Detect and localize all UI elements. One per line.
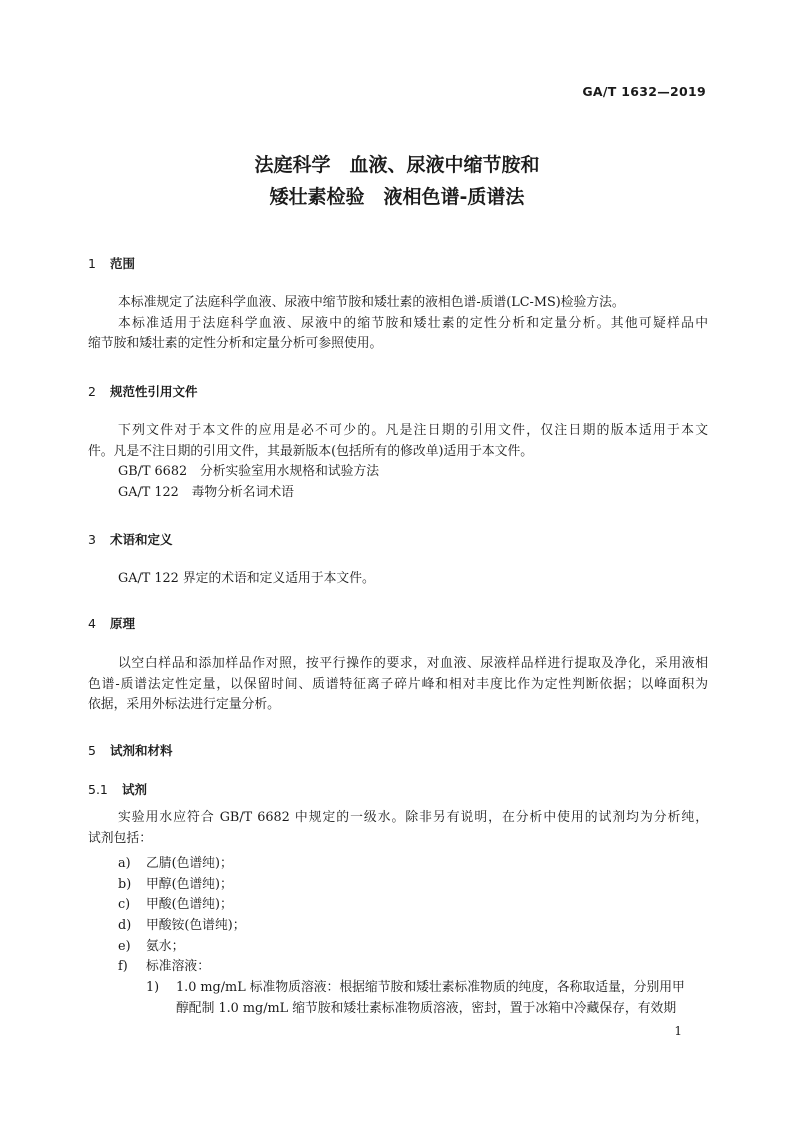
document-code: GA/T 1632—2019 [582,84,706,99]
section-5-heading [88,741,173,759]
list-marker: b) [118,877,132,892]
normative-reference: GB/T 6682 分析实验室用水规格和试验方法 [118,464,380,479]
paragraph-line: 实验用水应符合 GB/T 6682 中规定的一级水。除非另有说明，在分析中使用的试剂均为分析纯， [118,810,708,825]
list-item-text: 甲酸铵(色谱纯)； [146,918,246,933]
paragraph-line: 以空白样品和添加样品作对照，按平行操作的要求，对血液、尿液样品样进行提取及净化，采用液相 [118,656,708,671]
paragraph: 本标准规定了法庭科学血液、尿液中缩节胺和矮壮素的液相色谱-质谱(LC-MS)检验方法。 [118,295,625,310]
list-item [118,914,246,933]
list-item [118,935,184,954]
section-3-heading [88,530,173,548]
list-item-text: 氨水； [146,939,185,954]
list-item [118,873,233,892]
list-marker: c) [118,897,131,912]
section-number: 4 [88,616,96,631]
sub-list-item [146,976,708,995]
section-title: 原理 [110,616,136,631]
list-marker: f) [118,959,128,974]
paragraph: GA/T 122 界定的术语和定义适用于本文件。 [118,571,375,586]
paragraph-line: 本标准适用于法庭科学血液、尿液中的缩节胺和矮壮素的定性分析和定量分析。其他可疑样品中 [118,315,708,331]
section-title: 术语和定义 [110,532,173,547]
section-number: 1 [88,256,96,271]
sub-list-item-text: 1.0 mg/mL 标准物质溶液：根据缩节胺和矮壮素标准物质的纯度，各称取适量，分别用甲 [176,980,685,995]
list-marker: d) [118,918,132,933]
list-item-text: 甲酸(色谱纯)； [146,897,233,912]
list-marker: 1) [146,980,160,995]
section-4-heading [88,614,135,632]
list-item [118,852,233,871]
subsection-5-1-body [88,808,708,849]
paragraph-line: 试剂包括： [88,830,152,846]
list-item-text: 标准溶液： [146,959,210,974]
normative-reference: GA/T 122 毒物分析名词术语 [118,484,294,500]
document-title-line-1: 法庭科学 血液、尿液中缩节胺和 [254,154,540,176]
list-item-text: 甲醇(色谱纯)； [146,877,233,892]
subsection-title: 试剂 [122,782,148,797]
section-2-heading [88,382,198,400]
list-item-text: 乙腈(色谱纯)； [146,856,233,871]
section-title: 试剂和材料 [110,743,173,758]
page-number: 1 [674,1024,682,1038]
list-marker: e) [118,939,131,954]
section-1-body [88,293,708,355]
section-title: 规范性引用文件 [110,384,198,399]
subsection-number: 5.1 [88,782,108,797]
sub-list-item-continuation: 醇配制 1.0 mg/mL 缩节胺和矮壮素标准物质溶液，密封，置于冰箱中冷藏保存，有效期 [176,1001,677,1016]
list-item [118,955,210,974]
paragraph-line: 色谱-质谱法定性定量，以保留时间、质谱特征离子碎片峰和相对丰度比作为定性判断依据；以峰面积为 [88,676,708,692]
section-3-body [88,569,708,590]
subsection-5-1-heading [88,780,147,798]
section-number: 3 [88,532,96,547]
section-1-heading [88,254,135,272]
section-2-body [88,421,708,503]
paragraph-line: 缩节胺和矮壮素的定性分析和定量分析可参照使用。 [88,336,383,351]
document-title-line-2: 矮壮素检验 液相色谱-质谱法 [269,186,525,208]
paragraph-line: 下列文件对于本文件的应用是必不可少的。凡是注日期的引用文件，仅注日期的版本适用于本文 [118,423,708,438]
section-4-body [88,654,708,716]
section-number: 2 [88,384,96,399]
list-marker: a) [118,856,131,871]
paragraph-line: 依据，采用外标法进行定量分析。 [88,697,280,712]
section-number: 5 [88,743,96,758]
section-title: 范围 [110,256,136,271]
list-item [118,893,233,912]
paragraph-line: 件。凡是不注日期的引用文件，其最新版本(包括所有的修改单)适用于本文件。 [88,443,534,459]
